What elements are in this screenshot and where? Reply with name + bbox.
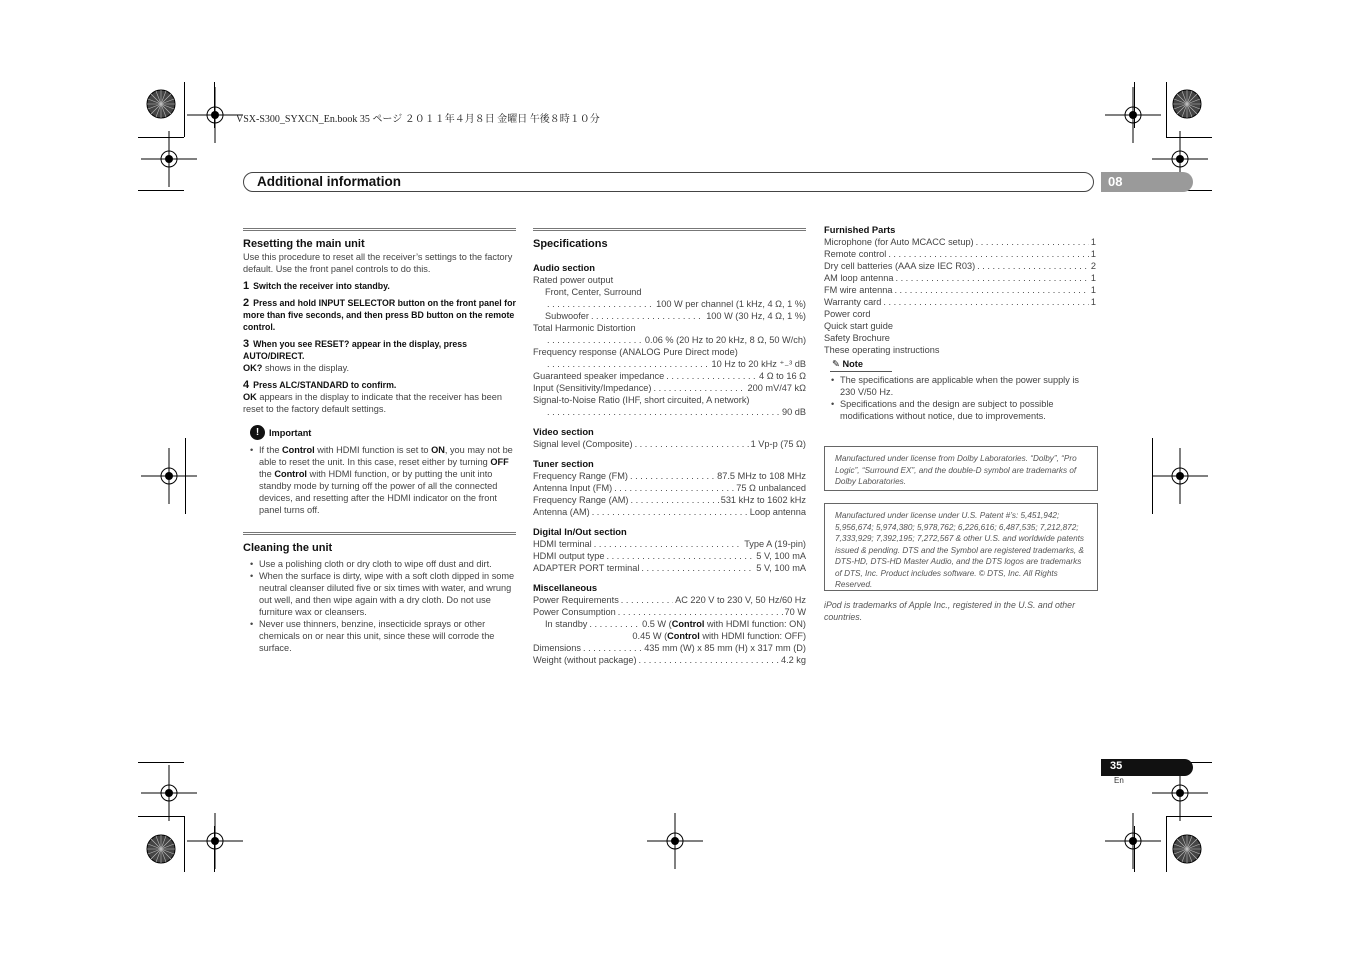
step-3: 3 When you see RESET? appear in the display, press AUTO/DIRECT.	[243, 338, 468, 361]
furnished-row: FM wire antenna . . . 1	[824, 284, 1096, 296]
step-2: 2 Press and hold INPUT SELECTOR button on the front panel for more than five seconds, and then press BD button on the remote control.	[243, 297, 516, 332]
heading-resetting: Resetting the main unit	[243, 238, 365, 250]
furnished-item: Safety Brochure	[824, 333, 890, 343]
important-label: Important	[269, 427, 312, 438]
spec-row: Dimensions . . . 435 mm (W) x 85 mm (H) x 317 mm (D)	[533, 642, 806, 654]
furnished-item: Quick start guide	[824, 321, 893, 331]
heading-misc: Miscellaneous	[533, 582, 598, 593]
note-label: Note	[842, 359, 863, 369]
furnished-row: AM loop antenna . . . 1	[824, 272, 1096, 284]
spec-label: Rated power output	[533, 275, 614, 285]
page-language: En	[1114, 776, 1124, 785]
chapter-title: Additional information	[257, 174, 401, 189]
spec-row: In standby . . . 0.5 W (Control with HDMI function: ON)	[533, 618, 806, 630]
print-header: VSX-S300_SYXCN_En.book 35 ページ ２０１１年４月８日 金曜日 午後８時１０分	[236, 114, 600, 125]
column-left	[243, 228, 516, 654]
chapter-number-tab	[1101, 172, 1193, 192]
spec-row: Antenna (AM) . . . Loop antenna	[533, 506, 806, 518]
furnished-row: Warranty card . . . 1	[824, 296, 1096, 308]
spec-label: Signal-to-Noise Ratio (IHF, short circuited, A network)	[533, 395, 750, 405]
cleaning-bullet: • When the surface is dirty, wipe with a soft cloth dipped in some neutral cleanser diluted five or six times with water, and wrung out well, and then wipe again with a dry cloth. Do not use furniture wax or cleansers.	[243, 570, 516, 618]
spec-row: Guaranteed speaker impedance . . . 4 Ω to 16 Ω	[533, 370, 806, 382]
spec-row: Power Consumption . . . 70 W	[533, 606, 806, 618]
spec-row: . . . 100 W per channel (1 kHz, 4 Ω, 1 %)	[533, 298, 806, 310]
ipod-notice: iPod is trademarks of Apple Inc., registered in the U.S. and other countries.	[824, 600, 1076, 622]
spec-label: Front, Center, Surround	[545, 287, 642, 297]
dts-notice: Manufactured under license under U.S. Patent #’s: 5,451,942; 5,956,674; 5,974,380; 5,978,762; 6,226,616; 6,487,535; 7,212,872; 7,333,929; 7,392,195; 7,272,567 & other U.S. and worldwide patents issued & pending. DTS and the Symbol are registered trademarks, & DTS-HD, DTS-HD Master Audio, and the DTS logos are trademarks of DTS, Inc. Product includes software. © DTS, Inc. All Rights Reserved.	[824, 503, 1098, 591]
spec-label: Total Harmonic Distortion	[533, 323, 636, 333]
section-rule	[243, 228, 516, 231]
note-callout	[824, 358, 1096, 372]
spec-row: . . . 90 dB	[533, 406, 806, 418]
page-number: 35	[1110, 760, 1123, 772]
important-icon: !	[250, 425, 265, 440]
column-specifications	[533, 228, 806, 666]
chapter-number: 08	[1108, 174, 1123, 189]
heading-audio: Audio section	[533, 262, 595, 273]
furnished-row: Dry cell batteries (AAA size IEC R03) . . . 2	[824, 260, 1096, 272]
note-bullet: • The specifications are applicable when the power supply is 230 V/50 Hz.	[824, 374, 1096, 398]
spec-row: ADAPTER PORT terminal . . . 5 V, 100 mA	[533, 562, 806, 574]
resetting-intro: Use this procedure to reset all the receiver’s settings to the factory default. Use the front panel controls to do this.	[243, 252, 513, 274]
heading-specifications: Specifications	[533, 238, 608, 250]
column-right	[824, 224, 1096, 422]
page-number-tab	[1101, 759, 1193, 776]
spec-row: Frequency Range (FM) . . . 87.5 MHz to 108 MHz	[533, 470, 806, 482]
step-3-result: OK? shows in the display.	[243, 363, 350, 373]
furnished-item: Power cord	[824, 309, 871, 319]
spec-row: HDMI output type . . . 5 V, 100 mA	[533, 550, 806, 562]
heading-digital: Digital In/Out section	[533, 526, 627, 537]
spec-row: 0.45 W (Control with HDMI function: OFF)	[632, 631, 806, 641]
heading-cleaning: Cleaning the unit	[243, 542, 333, 554]
spec-row: Signal level (Composite) . . . 1 Vp-p (75 Ω)	[533, 438, 806, 450]
spec-row: Antenna Input (FM) . . . 75 Ω unbalanced	[533, 482, 806, 494]
step-4-result: OK appears in the display to indicate that the receiver has been reset to the factory default settings.	[243, 392, 502, 414]
furnished-item: These operating instructions	[824, 345, 940, 355]
step-1: 1 Switch the receiver into standby.	[243, 280, 390, 292]
spec-row: . . . 10 Hz to 20 kHz ⁺₋³ dB	[533, 358, 806, 370]
furnished-row: Microphone (for Auto MCACC setup) . . . 1	[824, 236, 1096, 248]
furnished-row: Remote control . . . 1	[824, 248, 1096, 260]
spec-row: Subwoofer . . . 100 W (30 Hz, 4 Ω, 1 %)	[533, 310, 806, 322]
cleaning-bullet: • Use a polishing cloth or dry cloth to wipe off dust and dirt.	[243, 558, 516, 570]
spec-label: Frequency response (ANALOG Pure Direct mode)	[533, 347, 738, 357]
chapter-header-bar	[243, 172, 1094, 192]
heading-video: Video section	[533, 426, 594, 437]
heading-furnished: Furnished Parts	[824, 224, 896, 235]
spec-row: Frequency Range (AM) . . . 531 kHz to 1602 kHz	[533, 494, 806, 506]
dolby-notice: Manufactured under license from Dolby Laboratories. “Dolby”, “Pro Logic”, “Surround EX”, and the double-D symbol are trademarks of Dolby Laboratories.	[824, 446, 1098, 491]
important-callout	[243, 425, 516, 440]
spec-row: . . . 0.06 % (20 Hz to 20 kHz, 8 Ω, 50 W/ch)	[533, 334, 806, 346]
important-text: • If the Control with HDMI function is set to ON, you may not be able to reset the unit. In this case, reset either by turning OFF the Control with HDMI function, or by putting the unit into standby mode by turning off the power of all the connected devices, and resetting after the HDMI indicator on the front panel turns off.	[243, 444, 516, 516]
section-rule	[243, 532, 516, 535]
spec-row: Power Requirements . . . AC 220 V to 230 V, 50 Hz/60 Hz	[533, 594, 806, 606]
step-4: 4 Press ALC/STANDARD to confirm.	[243, 379, 397, 391]
note-bullet: • Specifications and the design are subject to possible modifications without notice, due to improvements.	[824, 398, 1096, 422]
spec-row: Weight (without package) . . . 4.2 kg	[533, 654, 806, 666]
section-rule	[533, 228, 806, 231]
heading-tuner: Tuner section	[533, 458, 594, 469]
spec-row: HDMI terminal . . . Type A (19-pin)	[533, 538, 806, 550]
cleaning-bullet: • Never use thinners, benzine, insecticide sprays or other chemicals on or near this unit, since these will corrode the surface.	[243, 618, 516, 654]
spec-row: Input (Sensitivity/Impedance) . . . 200 mV/47 kΩ	[533, 382, 806, 394]
note-pencil-icon: ✎	[832, 359, 840, 370]
